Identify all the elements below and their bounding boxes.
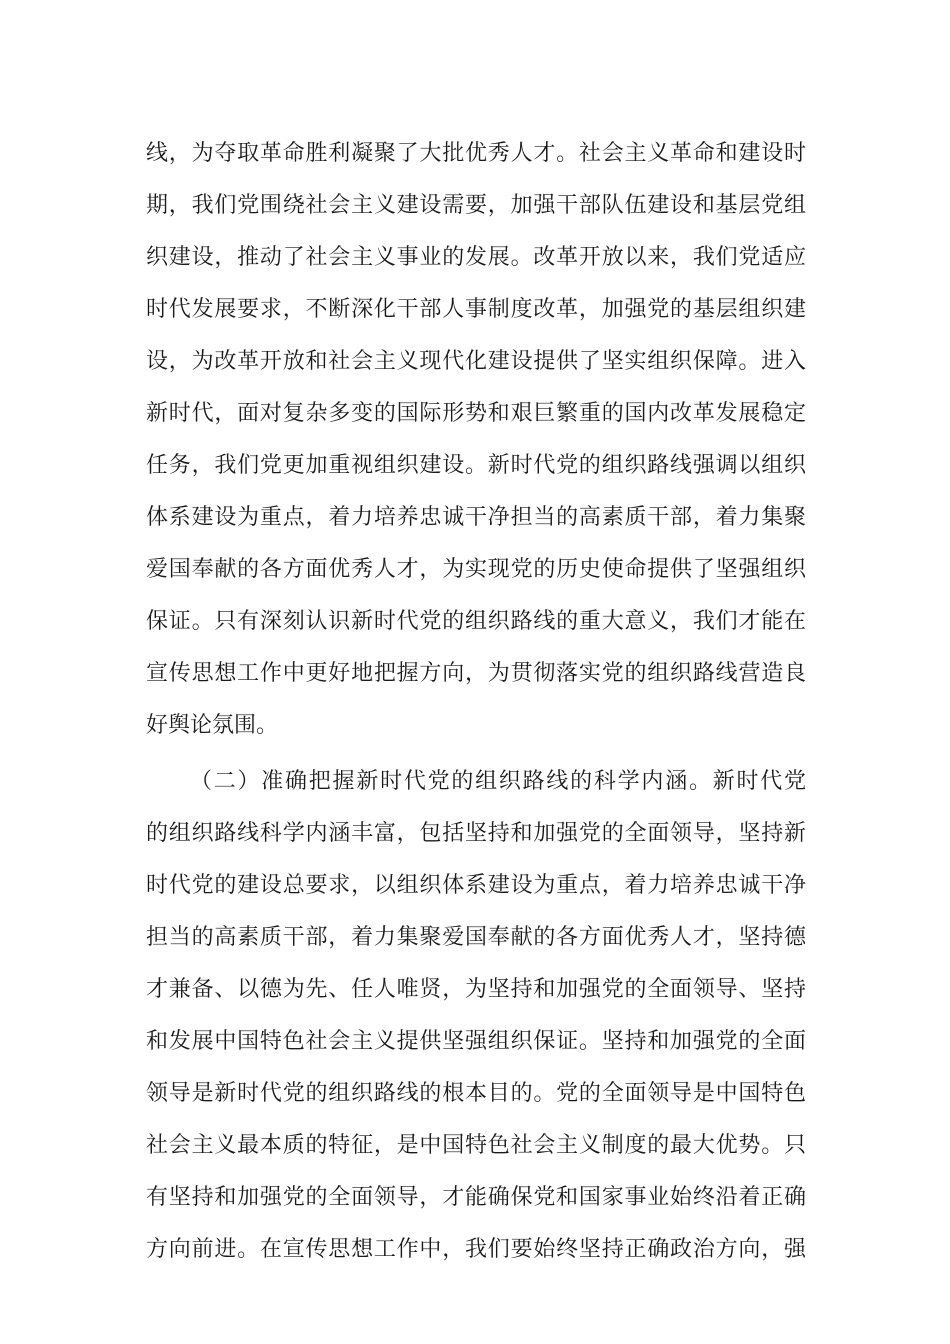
text-line: 有坚持和加强党的全面领导，才能确保党和国家事业始终沿着正确 [146, 1185, 806, 1210]
text-line: 保证。只有深刻认识新时代党的组织路线的重大意义，我们才能在 [146, 609, 806, 634]
text-line: 时代党的建设总要求，以组织体系建设为重点，着力培养忠诚干净 [146, 873, 806, 898]
section-heading-line: （二）准确把握新时代党的组织路线的科学内涵。新时代党 [190, 769, 806, 794]
text-line: 新时代，面对复杂多变的国际形势和艰巨繁重的国内改革发展稳定 [146, 401, 806, 426]
text-line: 社会主义最本质的特征，是中国特色社会主义制度的最大优势。只 [146, 1133, 806, 1158]
text-line: 线，为夺取革命胜利凝聚了大批优秀人才。社会主义革命和建设时 [146, 141, 806, 166]
text-line: 宣传思想工作中更好地把握方向，为贯彻落实党的组织路线营造良 [146, 661, 806, 686]
text-line: 领导是新时代党的组织路线的根本目的。党的全面领导是中国特色 [146, 1081, 806, 1106]
text-line: 爱国奉献的各方面优秀人才，为实现党的历史使命提供了坚强组织 [146, 557, 806, 582]
text-line: 时代发展要求，不断深化干部人事制度改革，加强党的基层组织建 [146, 297, 806, 322]
text-line: 期，我们党围绕社会主义建设需要，加强干部队伍建设和基层党组 [146, 193, 806, 218]
text-line: 和发展中国特色社会主义提供坚强组织保证。坚持和加强党的全面 [146, 1029, 806, 1054]
text-line: 设，为改革开放和社会主义现代化建设提供了坚实组织保障。进入 [146, 349, 806, 374]
text-line: 任务，我们党更加重视组织建设。新时代党的组织路线强调以组织 [146, 453, 806, 478]
text-line: 担当的高素质干部，着力集聚爱国奉献的各方面优秀人才，坚持德 [146, 925, 806, 950]
text-line: 方向前进。在宣传思想工作中，我们要始终坚持正确政治方向，强 [146, 1237, 806, 1262]
text-line: 织建设，推动了社会主义事业的发展。改革开放以来，我们党适应 [146, 245, 806, 270]
text-line: 才兼备、以德为先、任人唯贤，为坚持和加强党的全面领导、坚持 [146, 977, 806, 1002]
text-line: 体系建设为重点，着力培养忠诚干净担当的高素质干部，着力集聚 [146, 505, 806, 530]
text-line: 的组织路线科学内涵丰富，包括坚持和加强党的全面领导，坚持新 [146, 821, 806, 846]
text-line: 好舆论氛围。 [146, 713, 279, 738]
